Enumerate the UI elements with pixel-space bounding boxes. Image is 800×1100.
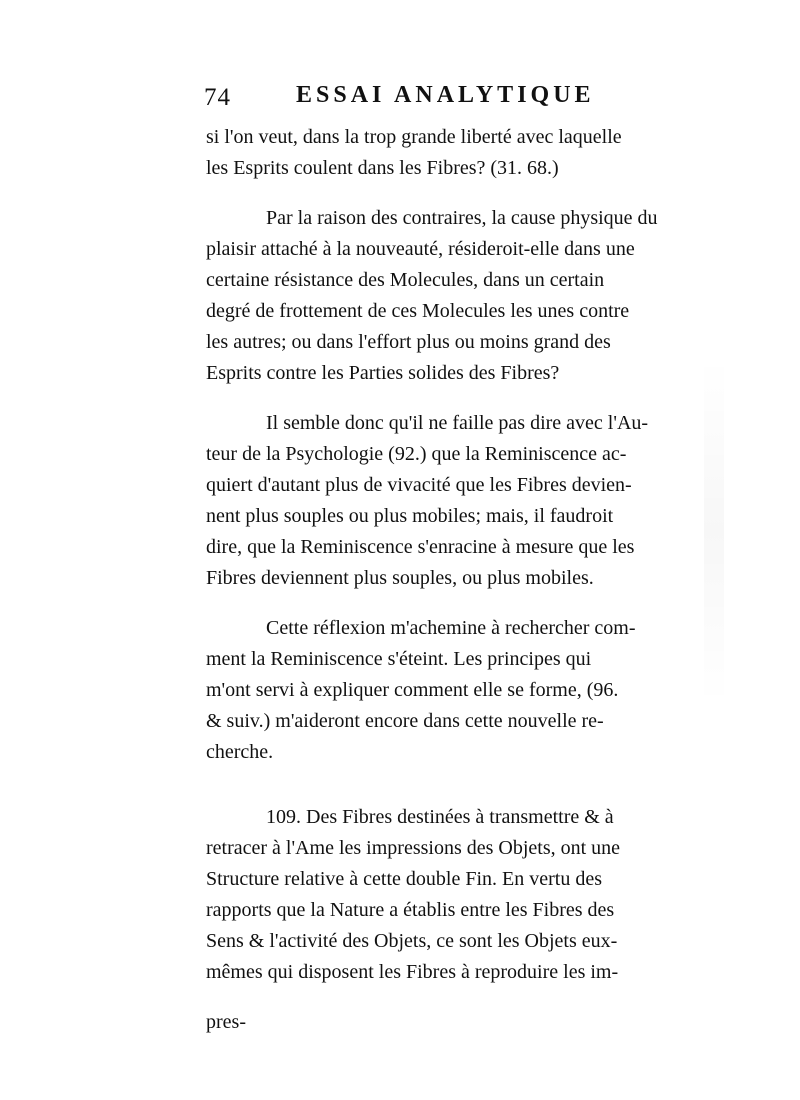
- text-line: ment la Reminiscence s'éteint. Les principes qui: [206, 648, 592, 670]
- text-line: m'ont servi à expliquer comment elle se forme, (96.: [206, 679, 619, 701]
- text-line: Cette réflexion m'achemine à rechercher com-: [266, 617, 636, 639]
- text-line: si l'on veut, dans la trop grande liberté avec laquelle: [206, 126, 622, 148]
- text-line: retracer à l'Ame les impressions des Objets, ont une: [206, 837, 621, 859]
- running-title: ESSAI ANALYTIQUE: [296, 82, 595, 108]
- text-line: Esprits contre les Parties solides des Fibres?: [206, 362, 560, 384]
- text-line: les autres; ou dans l'effort plus ou moins grand des: [206, 331, 611, 353]
- text-line: Des Fibres destinées à transmettre & à: [306, 806, 614, 828]
- paragraph-1: [206, 122, 716, 184]
- text-line: dire, que la Reminiscence s'enracine à mesure que les: [206, 536, 635, 558]
- text-line: quiert d'autant plus de vivacité que les Fibres devien-: [206, 474, 632, 496]
- text-line: certaine résistance des Molecules, dans un certain: [206, 269, 605, 291]
- page-number: 74: [204, 84, 231, 111]
- catchword-line: [206, 1007, 716, 1038]
- text-line: Sens & l'activité des Objets, ce sont les Objets eux-: [206, 930, 618, 952]
- paragraph-3: [206, 408, 716, 594]
- text-line: Par la raison des contraires, la cause physique du: [266, 207, 658, 229]
- text-line: cherche.: [206, 741, 274, 763]
- text-line: rapports que la Nature a établis entre les Fibres des: [206, 899, 615, 921]
- catchword: pres-: [206, 1011, 246, 1033]
- section-number: 109.: [266, 806, 301, 828]
- paragraph-4: [206, 613, 716, 768]
- page-header: [204, 78, 644, 114]
- text-line: Structure relative à cette double Fin. En vertu des: [206, 868, 602, 890]
- text-line: degré de frottement de ces Molecules les unes contre: [206, 300, 630, 322]
- show-through-shadow: [704, 356, 724, 706]
- text-line: plaisir attaché à la nouveauté, résideroit-elle dans une: [206, 238, 635, 260]
- text-line: Fibres deviennent plus souples, ou plus mobiles.: [206, 567, 594, 589]
- text-line: Il semble donc qu'il ne faille pas dire avec l'Au-: [266, 412, 649, 434]
- text-line: teur de la Psychologie (92.) que la Reminiscence ac-: [206, 443, 627, 465]
- body-text: [206, 122, 716, 1038]
- paragraph-2: [206, 203, 716, 389]
- text-line: mêmes qui disposent les Fibres à reproduire les im-: [206, 961, 619, 983]
- text-line: nent plus souples ou plus mobiles; mais, il faudroit: [206, 505, 614, 527]
- text-line: & suiv.) m'aideront encore dans cette nouvelle re-: [206, 710, 604, 732]
- text-line: les Esprits coulent dans les Fibres? (31. 68.): [206, 157, 559, 179]
- paragraph-section-109: [206, 802, 716, 988]
